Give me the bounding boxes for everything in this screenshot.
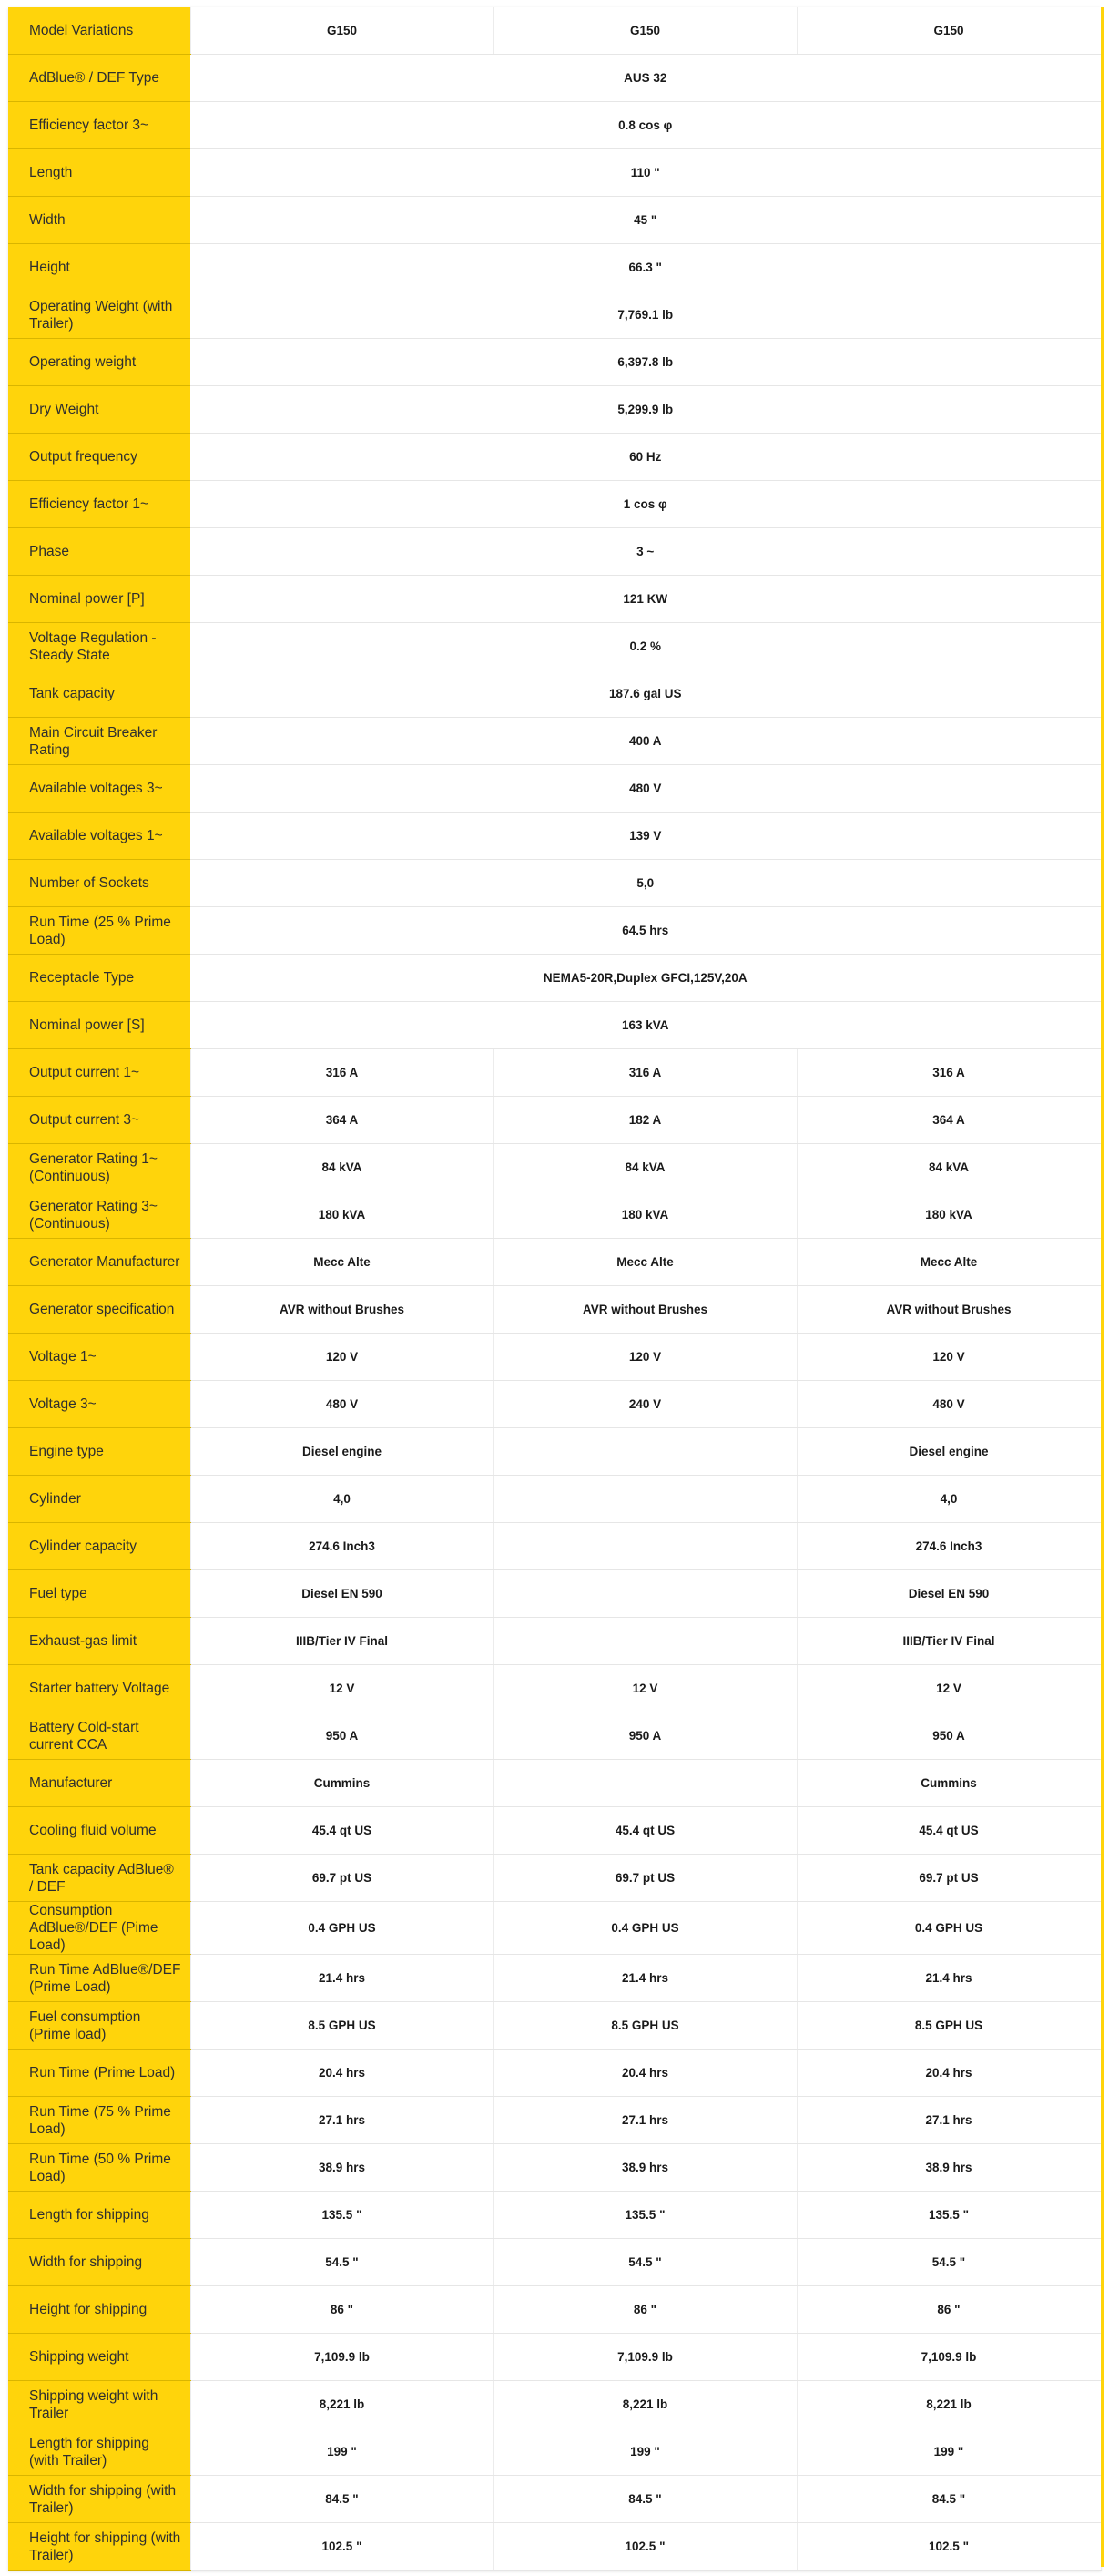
spec-label: Length for shipping (with Trailer) [8, 2428, 190, 2476]
spec-value-col-3: 135.5 " [797, 2192, 1101, 2239]
spec-value-col-1: 120 V [190, 1334, 493, 1381]
spec-value-col-3: 274.6 Inch3 [797, 1523, 1101, 1570]
spec-value-col-3: 180 kVA [797, 1191, 1101, 1239]
spec-value-col-2 [493, 1760, 797, 1807]
spec-label: Starter battery Voltage [8, 1665, 190, 1712]
spec-value-col-2 [493, 1476, 797, 1523]
spec-value-col-3: 12 V [797, 1665, 1101, 1712]
spec-value-col-3: G150 [797, 7, 1101, 55]
spec-label: Output current 1~ [8, 1049, 190, 1097]
spec-label: Generator specification [8, 1286, 190, 1334]
spec-value-col-2: G150 [493, 7, 797, 55]
spec-value-col-1: 364 A [190, 1097, 493, 1144]
spec-value-col-3: 69.7 pt US [797, 1855, 1101, 1902]
spec-value-col-1: 12 V [190, 1665, 493, 1712]
spec-label: Efficiency factor 1~ [8, 481, 190, 528]
spec-label: Run Time AdBlue®/DEF (Prime Load) [8, 1955, 190, 2002]
spec-value: 5,299.9 lb [190, 386, 1101, 434]
spec-label: Dry Weight [8, 386, 190, 434]
spec-label: Cooling fluid volume [8, 1807, 190, 1855]
spec-row [8, 2476, 1101, 2523]
spec-row [8, 1002, 1101, 1049]
spec-value: 1 cos φ [190, 481, 1101, 528]
spec-value-col-3: 20.4 hrs [797, 2050, 1101, 2097]
spec-label: Height [8, 244, 190, 291]
spec-value-col-1: 45.4 qt US [190, 1807, 493, 1855]
spec-value-col-1: 54.5 " [190, 2239, 493, 2286]
spec-value-col-1: 20.4 hrs [190, 2050, 493, 2097]
spec-value-col-3: 8,221 lb [797, 2381, 1101, 2428]
spec-row [8, 1712, 1101, 1760]
spec-value-col-3: 21.4 hrs [797, 1955, 1101, 2002]
spec-row [8, 1381, 1101, 1428]
spec-value-col-2: 950 A [493, 1712, 797, 1760]
spec-value-col-3: Diesel engine [797, 1428, 1101, 1476]
spec-value-col-1: Mecc Alte [190, 1239, 493, 1286]
spec-value-col-3: Cummins [797, 1760, 1101, 1807]
spec-label: Generator Rating 1~ (Continuous) [8, 1144, 190, 1191]
spec-label: Available voltages 3~ [8, 765, 190, 813]
spec-value-col-2: 0.4 GPH US [493, 1902, 797, 1955]
spec-value: 64.5 hrs [190, 907, 1101, 955]
spec-row [8, 2381, 1101, 2428]
spec-value-col-2: 54.5 " [493, 2239, 797, 2286]
spec-label: Run Time (25 % Prime Load) [8, 907, 190, 955]
spec-value: AUS 32 [190, 55, 1101, 102]
spec-value-col-3: Mecc Alte [797, 1239, 1101, 1286]
spec-value-col-2: 7,109.9 lb [493, 2334, 797, 2381]
spec-row [8, 2239, 1101, 2286]
spec-row [8, 55, 1101, 102]
spec-row [8, 386, 1101, 434]
spec-value-col-1: 7,109.9 lb [190, 2334, 493, 2381]
spec-row [8, 1428, 1101, 1476]
spec-label: Voltage Regulation - Steady State [8, 623, 190, 670]
spec-value-col-1: 86 " [190, 2286, 493, 2334]
spec-value-col-2 [493, 1428, 797, 1476]
spec-value-col-2: 102.5 " [493, 2523, 797, 2571]
spec-value-col-2: 199 " [493, 2428, 797, 2476]
spec-value: 66.3 " [190, 244, 1101, 291]
spec-value: 187.6 gal US [190, 670, 1101, 718]
spec-row [8, 955, 1101, 1002]
spec-row [8, 1239, 1101, 1286]
spec-value: 45 " [190, 197, 1101, 244]
spec-label: Nominal power [S] [8, 1002, 190, 1049]
spec-label: Operating Weight (with Trailer) [8, 291, 190, 339]
spec-row [8, 623, 1101, 670]
spec-row [8, 434, 1101, 481]
spec-label: Cylinder capacity [8, 1523, 190, 1570]
spec-table-container [8, 7, 1101, 2571]
spec-value-col-1: 316 A [190, 1049, 493, 1097]
spec-row [8, 1665, 1101, 1712]
spec-value-col-2: 84.5 " [493, 2476, 797, 2523]
spec-row [8, 7, 1101, 55]
spec-value-col-3: 38.9 hrs [797, 2144, 1101, 2192]
spec-value-col-1: 480 V [190, 1381, 493, 1428]
spec-label: Fuel type [8, 1570, 190, 1618]
spec-value-col-3: 84.5 " [797, 2476, 1101, 2523]
spec-value-col-3: 480 V [797, 1381, 1101, 1428]
spec-value-col-3: 4,0 [797, 1476, 1101, 1523]
spec-value: 7,769.1 lb [190, 291, 1101, 339]
spec-row [8, 1286, 1101, 1334]
spec-value-col-1: 4,0 [190, 1476, 493, 1523]
spec-value-col-1: 0.4 GPH US [190, 1902, 493, 1955]
spec-table [8, 7, 1102, 2571]
spec-value-col-2: 240 V [493, 1381, 797, 1428]
spec-row [8, 1191, 1101, 1239]
spec-value: 60 Hz [190, 434, 1101, 481]
spec-value-col-3: 364 A [797, 1097, 1101, 1144]
spec-label: Phase [8, 528, 190, 576]
spec-label: Length for shipping [8, 2192, 190, 2239]
spec-row [8, 2286, 1101, 2334]
spec-label: Width [8, 197, 190, 244]
spec-value: 3 ~ [190, 528, 1101, 576]
spec-label: Receptacle Type [8, 955, 190, 1002]
spec-value-col-2: 20.4 hrs [493, 2050, 797, 2097]
spec-label: Run Time (Prime Load) [8, 2050, 190, 2097]
spec-value: 163 kVA [190, 1002, 1101, 1049]
spec-row [8, 2002, 1101, 2050]
spec-value-col-2: 120 V [493, 1334, 797, 1381]
spec-value-col-3: 45.4 qt US [797, 1807, 1101, 1855]
spec-value-col-3: Diesel EN 590 [797, 1570, 1101, 1618]
spec-value-col-2: 69.7 pt US [493, 1855, 797, 1902]
spec-label: Tank capacity [8, 670, 190, 718]
spec-value-col-3: 84 kVA [797, 1144, 1101, 1191]
spec-value: 0.2 % [190, 623, 1101, 670]
spec-row [8, 1855, 1101, 1902]
spec-row [8, 1902, 1101, 1955]
spec-value: 5,0 [190, 860, 1101, 907]
spec-row [8, 149, 1101, 197]
spec-value-col-1: 8.5 GPH US [190, 2002, 493, 2050]
spec-row [8, 1144, 1101, 1191]
spec-value-col-1: Cummins [190, 1760, 493, 1807]
spec-value-col-1: 84.5 " [190, 2476, 493, 2523]
spec-row [8, 1097, 1101, 1144]
spec-value-col-1: 102.5 " [190, 2523, 493, 2571]
spec-row [8, 765, 1101, 813]
spec-label: Fuel consumption (Prime load) [8, 2002, 190, 2050]
right-accent-bar [1101, 7, 1104, 2567]
spec-row [8, 813, 1101, 860]
spec-value-col-2: 180 kVA [493, 1191, 797, 1239]
spec-label: Battery Cold-start current CCA [8, 1712, 190, 1760]
spec-label: Operating weight [8, 339, 190, 386]
spec-value-col-3: 54.5 " [797, 2239, 1101, 2286]
spec-value: 139 V [190, 813, 1101, 860]
spec-label: Exhaust-gas limit [8, 1618, 190, 1665]
spec-label: AdBlue® / DEF Type [8, 55, 190, 102]
spec-value: NEMA5-20R,Duplex GFCI,125V,20A [190, 955, 1101, 1002]
spec-value-col-1: G150 [190, 7, 493, 55]
spec-value: 400 A [190, 718, 1101, 765]
spec-value-col-1: 84 kVA [190, 1144, 493, 1191]
spec-value-col-3: 86 " [797, 2286, 1101, 2334]
spec-value-col-3: 316 A [797, 1049, 1101, 1097]
spec-row [8, 1334, 1101, 1381]
spec-label: Generator Rating 3~ (Continuous) [8, 1191, 190, 1239]
spec-value-col-1: 274.6 Inch3 [190, 1523, 493, 1570]
spec-row [8, 1618, 1101, 1665]
spec-row [8, 2334, 1101, 2381]
spec-value-col-3: 102.5 " [797, 2523, 1101, 2571]
spec-row [8, 339, 1101, 386]
spec-row [8, 481, 1101, 528]
spec-value-col-2: 84 kVA [493, 1144, 797, 1191]
spec-value-col-2: 8.5 GPH US [493, 2002, 797, 2050]
spec-value-col-2: 27.1 hrs [493, 2097, 797, 2144]
spec-value-col-2 [493, 1523, 797, 1570]
spec-value: 121 KW [190, 576, 1101, 623]
spec-row [8, 2428, 1101, 2476]
spec-value-col-1: 950 A [190, 1712, 493, 1760]
spec-value: 6,397.8 lb [190, 339, 1101, 386]
spec-value-col-1: AVR without Brushes [190, 1286, 493, 1334]
spec-value-col-3: IIIB/Tier IV Final [797, 1618, 1101, 1665]
spec-value-col-3: 120 V [797, 1334, 1101, 1381]
spec-value-col-2: AVR without Brushes [493, 1286, 797, 1334]
spec-row [8, 1523, 1101, 1570]
spec-table-body [8, 7, 1101, 2571]
spec-row [8, 1760, 1101, 1807]
spec-value-col-2: 8,221 lb [493, 2381, 797, 2428]
spec-row [8, 1955, 1101, 2002]
spec-row [8, 197, 1101, 244]
spec-row [8, 2523, 1101, 2571]
spec-value-col-2: 182 A [493, 1097, 797, 1144]
spec-label: Output current 3~ [8, 1097, 190, 1144]
spec-value-col-3: 199 " [797, 2428, 1101, 2476]
spec-value-col-2: 21.4 hrs [493, 1955, 797, 2002]
spec-label: Main Circuit Breaker Rating [8, 718, 190, 765]
spec-row [8, 907, 1101, 955]
spec-row [8, 291, 1101, 339]
spec-label: Run Time (50 % Prime Load) [8, 2144, 190, 2192]
spec-label: Nominal power [P] [8, 576, 190, 623]
spec-value-col-2: 316 A [493, 1049, 797, 1097]
spec-row [8, 718, 1101, 765]
spec-label: Length [8, 149, 190, 197]
spec-label: Height for shipping (with Trailer) [8, 2523, 190, 2571]
spec-value-col-1: 199 " [190, 2428, 493, 2476]
spec-value-col-3: 27.1 hrs [797, 2097, 1101, 2144]
spec-label: Number of Sockets [8, 860, 190, 907]
spec-row [8, 2097, 1101, 2144]
spec-value-col-2: 12 V [493, 1665, 797, 1712]
spec-label: Tank capacity AdBlue® / DEF [8, 1855, 190, 1902]
spec-value-col-3: AVR without Brushes [797, 1286, 1101, 1334]
spec-label: Shipping weight with Trailer [8, 2381, 190, 2428]
spec-row [8, 2144, 1101, 2192]
spec-label: Manufacturer [8, 1760, 190, 1807]
spec-value-col-3: 7,109.9 lb [797, 2334, 1101, 2381]
spec-row [8, 1476, 1101, 1523]
spec-value-col-1: 69.7 pt US [190, 1855, 493, 1902]
spec-value-col-3: 8.5 GPH US [797, 2002, 1101, 2050]
spec-label: Engine type [8, 1428, 190, 1476]
spec-value-col-1: Diesel engine [190, 1428, 493, 1476]
spec-value-col-3: 950 A [797, 1712, 1101, 1760]
spec-value-col-1: 135.5 " [190, 2192, 493, 2239]
spec-value-col-1: 27.1 hrs [190, 2097, 493, 2144]
spec-value: 110 " [190, 149, 1101, 197]
spec-value-col-1: 38.9 hrs [190, 2144, 493, 2192]
spec-row [8, 528, 1101, 576]
spec-label: Voltage 3~ [8, 1381, 190, 1428]
spec-value: 480 V [190, 765, 1101, 813]
spec-label: Width for shipping (with Trailer) [8, 2476, 190, 2523]
spec-value-col-2 [493, 1618, 797, 1665]
spec-label: Model Variations [8, 7, 190, 55]
spec-label: Shipping weight [8, 2334, 190, 2381]
spec-label: Consumption AdBlue®/DEF (Pime Load) [8, 1902, 190, 1955]
spec-value-col-1: 8,221 lb [190, 2381, 493, 2428]
spec-label: Cylinder [8, 1476, 190, 1523]
spec-label: Run Time (75 % Prime Load) [8, 2097, 190, 2144]
spec-row [8, 2050, 1101, 2097]
spec-row [8, 860, 1101, 907]
spec-value-col-1: IIIB/Tier IV Final [190, 1618, 493, 1665]
spec-value-col-3: 0.4 GPH US [797, 1902, 1101, 1955]
spec-label: Output frequency [8, 434, 190, 481]
spec-row [8, 2192, 1101, 2239]
spec-value-col-2 [493, 1570, 797, 1618]
spec-label: Voltage 1~ [8, 1334, 190, 1381]
spec-row [8, 576, 1101, 623]
spec-label: Available voltages 1~ [8, 813, 190, 860]
spec-row [8, 670, 1101, 718]
spec-value-col-1: Diesel EN 590 [190, 1570, 493, 1618]
spec-label: Generator Manufacturer [8, 1239, 190, 1286]
spec-value-col-2: 86 " [493, 2286, 797, 2334]
spec-row [8, 102, 1101, 149]
spec-value-col-2: 38.9 hrs [493, 2144, 797, 2192]
spec-row [8, 1049, 1101, 1097]
spec-value: 0.8 cos φ [190, 102, 1101, 149]
spec-value-col-2: 135.5 " [493, 2192, 797, 2239]
spec-row [8, 244, 1101, 291]
spec-value-col-2: 45.4 qt US [493, 1807, 797, 1855]
spec-label: Width for shipping [8, 2239, 190, 2286]
spec-row [8, 1807, 1101, 1855]
spec-label: Height for shipping [8, 2286, 190, 2334]
spec-label: Efficiency factor 3~ [8, 102, 190, 149]
spec-value-col-2: Mecc Alte [493, 1239, 797, 1286]
spec-value-col-1: 21.4 hrs [190, 1955, 493, 2002]
spec-value-col-1: 180 kVA [190, 1191, 493, 1239]
spec-row [8, 1570, 1101, 1618]
